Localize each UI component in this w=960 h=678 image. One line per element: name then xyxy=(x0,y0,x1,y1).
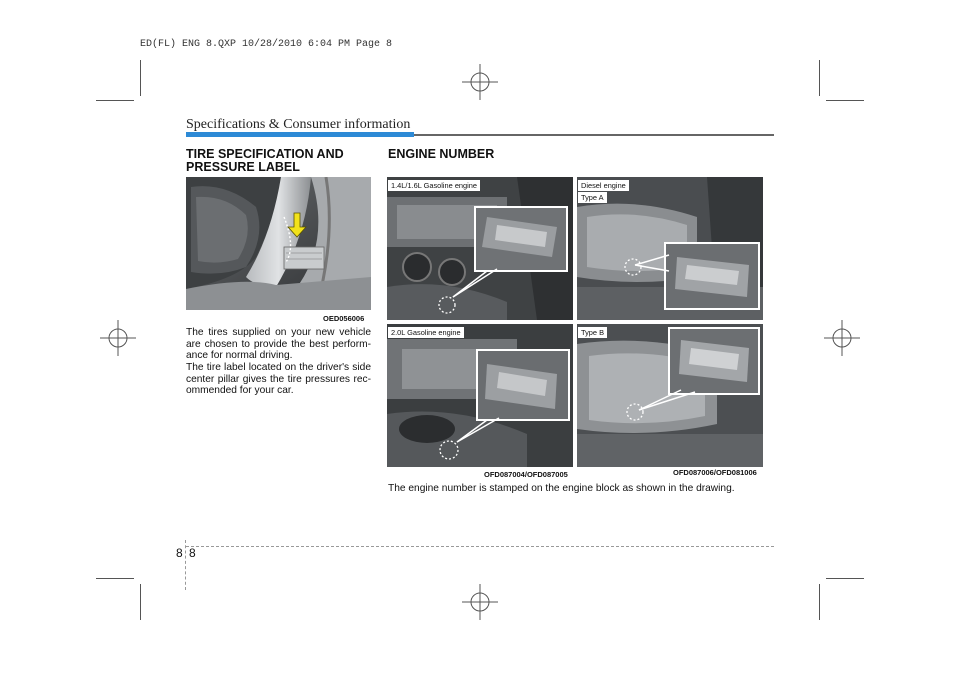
crop-mark xyxy=(826,578,864,579)
crop-mark xyxy=(140,584,141,620)
label-type-a: Type A xyxy=(578,192,607,203)
tire-label-photo xyxy=(186,177,371,310)
print-slug: ED(FL) ENG 8.QXP 10/28/2010 6:04 PM Page 8 xyxy=(140,39,393,50)
label-gasoline-2: 2.0L Gasoline engine xyxy=(388,327,464,338)
crop-mark xyxy=(819,60,820,96)
chapter-number: 8 xyxy=(176,546,183,560)
engine-photo-code-right: OFD087006/OFD081006 xyxy=(673,468,757,477)
page-number: 8 xyxy=(189,546,196,560)
crop-mark xyxy=(140,60,141,96)
tire-paragraph-2: The tire label located on the driver's side center pillar gives the tire pressures rec-ommended for your car. xyxy=(186,362,371,397)
tire-paragraph-1: The tires supplied on your new vehicle are chosen to provide the best perform-ance for normal driving. xyxy=(186,327,371,362)
tire-section-title: TIRE SPECIFICATION AND PRESSURE LABEL xyxy=(186,147,344,174)
registration-mark-left xyxy=(100,320,136,356)
crop-mark xyxy=(96,100,134,101)
engine-photo-code-left: OFD087004/OFD087005 xyxy=(484,470,568,479)
crop-mark xyxy=(96,578,134,579)
engine-photo-gasoline-2 xyxy=(387,324,573,467)
label-gasoline-1: 1.4L/1.6L Gasoline engine xyxy=(388,180,480,191)
label-type-b: Type B xyxy=(578,327,607,338)
crop-mark xyxy=(826,100,864,101)
label-diesel: Diesel engine xyxy=(578,180,629,191)
engine-photo-diesel-type-b xyxy=(577,324,763,467)
engine-section-title: ENGINE NUMBER xyxy=(388,147,495,161)
engine-photo-diesel-type-a xyxy=(577,177,763,320)
tire-photo-code: OED056006 xyxy=(323,314,365,323)
header-accent-bar xyxy=(186,132,414,137)
engine-photo-gasoline-1 xyxy=(387,177,573,320)
crop-mark xyxy=(819,584,820,620)
registration-mark-top xyxy=(462,64,498,100)
engine-paragraph: The engine number is stamped on the engine block as shown in the drawing. xyxy=(388,483,735,494)
page-header-title: Specifications & Consumer information xyxy=(186,117,411,132)
registration-mark-bottom xyxy=(462,584,498,620)
footer-separator xyxy=(185,540,186,590)
registration-mark-right xyxy=(824,320,860,356)
footer-rule xyxy=(186,546,774,547)
